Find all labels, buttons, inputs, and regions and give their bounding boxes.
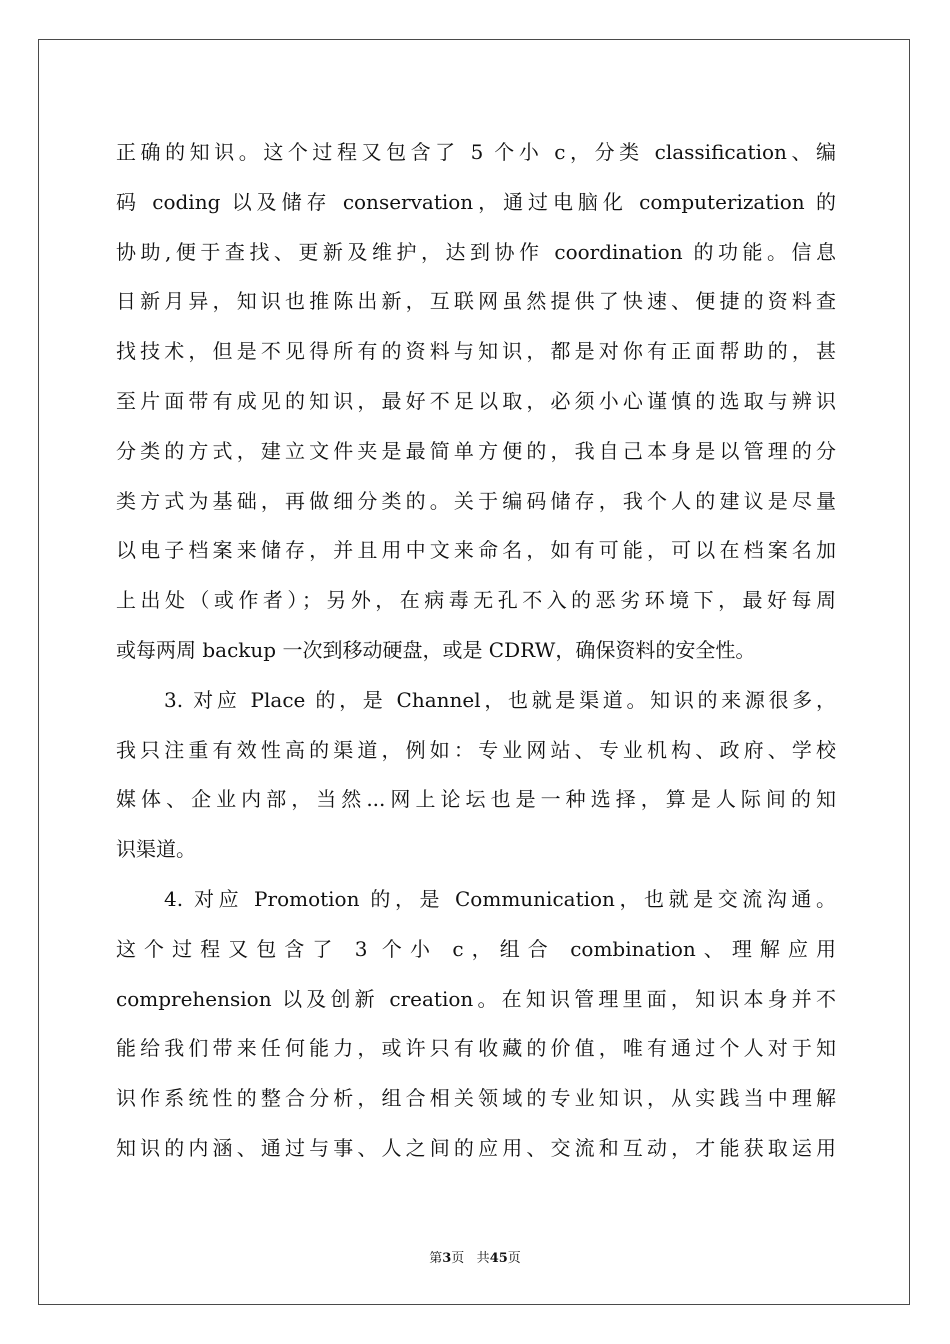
- text-line: 4. 对应 Promotion 的，是 Communication，也就是交流沟通。: [164, 886, 836, 911]
- footer-total-suffix: 页: [507, 1251, 521, 1266]
- text-line: 3. 对应 Place 的，是 Channel，也就是渠道。知识的来源很多，: [164, 687, 836, 712]
- text-line: 我只注重有效性高的渠道，例如：专业网站、专业机构、政府、学校: [116, 737, 836, 762]
- text-line: 码 coding 以及储存 conservation，通过电脑化 computerization 的: [116, 189, 836, 214]
- document-body: [116, 128, 836, 1174]
- text-line: 以电子档案来储存，并且用中文来命名，如有可能，可以在档案名加: [116, 538, 836, 563]
- paragraph-2: [116, 676, 836, 875]
- text-line: 至片面带有成见的知识，最好不足以取，必须小心谨慎的选取与辨识: [116, 388, 836, 413]
- text-line: 媒体、企业内部，当然...网上论坛也是一种选择，算是人际间的知: [116, 787, 836, 812]
- text-line: 日新月异，知识也推陈出新，互联网虽然提供了快速、便捷的资料查: [116, 289, 836, 314]
- total-page-count: 45: [489, 1251, 508, 1266]
- text-line: 或每两周 backup 一次到移动硬盘，或是 CDRW，确保资料的安全性。: [116, 637, 756, 662]
- text-line: 这个过程又包含了 3 个小 c，组合 combination、理解应用: [116, 936, 836, 961]
- text-line: 正确的知识。这个过程又包含了 5 个小 c，分类 classification、编: [116, 140, 836, 164]
- footer-page-suffix: 页: [451, 1251, 465, 1266]
- current-page-number: 3: [442, 1251, 452, 1266]
- text-line: 协助,便于查找、更新及维护，达到协作 coordination 的功能。信息: [116, 239, 836, 264]
- footer-total-prefix: 共: [476, 1251, 490, 1266]
- text-line: 类方式为基础，再做细分类的。关于编码储存，我个人的建议是尽量: [116, 488, 836, 513]
- text-line: 分类的方式，建立文件夹是最简单方便的，我自己本身是以管理的分: [116, 438, 836, 463]
- footer-prefix: 第: [429, 1251, 443, 1266]
- paragraph-3: [116, 875, 836, 1174]
- page-footer: [0, 1247, 950, 1266]
- text-line: 找技术，但是不见得所有的资料与知识，都是对你有正面帮助的，甚: [116, 339, 836, 364]
- text-line: 能给我们带来任何能力，或许只有收藏的价值，唯有通过个人对于知: [116, 1036, 836, 1061]
- paragraph-1: [116, 128, 836, 676]
- text-line: 识渠道。: [116, 837, 196, 862]
- text-line: 识作系统性的整合分析，组合相关领域的专业知识，从实践当中理解: [116, 1086, 836, 1111]
- text-line: 上出处（或作者）；另外，在病毒无孔不入的恶劣环境下，最好每周: [116, 588, 836, 613]
- text-line: comprehension 以及创新 creation。在知识管理里面，知识本身并不: [116, 986, 836, 1011]
- text-line: 知识的内涵、通过与事、人之间的应用、交流和互动，才能获取运用: [116, 1135, 836, 1160]
